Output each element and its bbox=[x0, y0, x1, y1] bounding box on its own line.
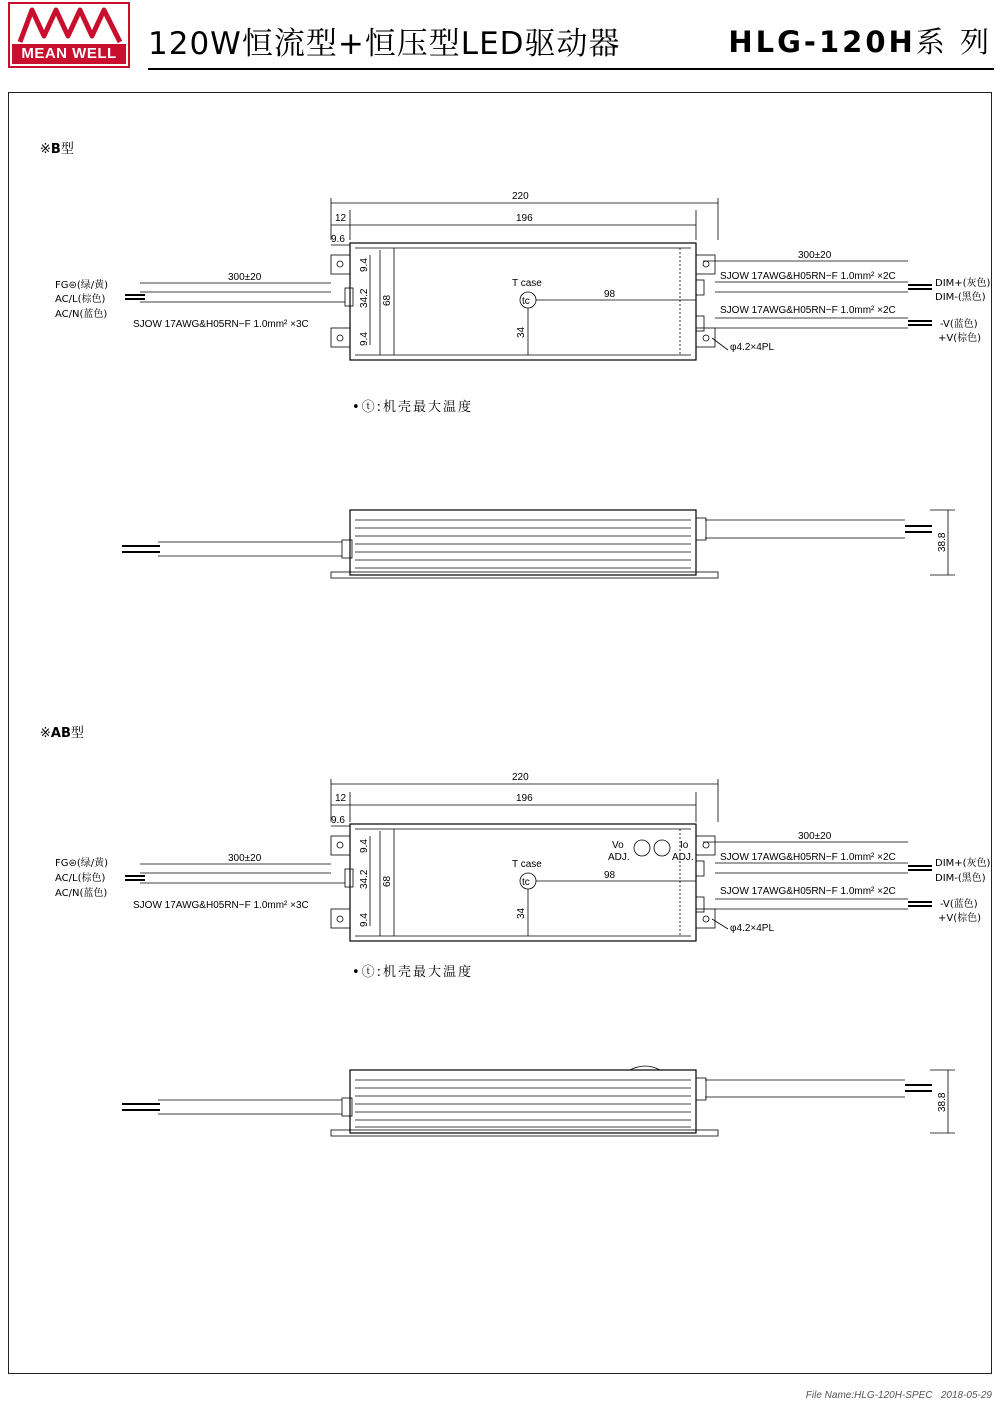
ab-dc-label-dimn: DIM-(黑色) bbox=[935, 873, 986, 884]
b-dim-tc-dist: 98 bbox=[604, 289, 616, 300]
ab-dim-overall: 220 bbox=[512, 772, 529, 783]
mw-logo-icon bbox=[16, 6, 124, 46]
section-ab-label: ※AB型 bbox=[40, 726, 84, 741]
series-model: HLG-120H bbox=[728, 25, 916, 59]
ab-dim-side-height: 38.8 bbox=[937, 1092, 948, 1112]
ab-dim-mount-span: 34.2 bbox=[359, 869, 370, 889]
ab-dim-hole-bottom: 9.4 bbox=[359, 913, 370, 927]
b-dc-cable-1: SJOW 17AWG&H05RN−F 1.0mm² ×2C bbox=[720, 271, 896, 282]
b-dim-hole-bottom: 9.4 bbox=[359, 332, 370, 346]
b-dim-hole: φ4.2×4PL bbox=[730, 342, 775, 353]
ab-dc-cable-2: SJOW 17AWG&H05RN−F 1.0mm² ×2C bbox=[720, 886, 896, 897]
ab-dim-hole-top: 9.4 bbox=[359, 839, 370, 853]
b-dc-label-dimp: DIM+(灰色) bbox=[935, 278, 991, 289]
ab-dim-mount-x: 9.6 bbox=[331, 815, 345, 826]
ab-dim-height: 68 bbox=[382, 875, 393, 887]
header-rule bbox=[148, 68, 994, 70]
ab-tcase-label: T case bbox=[512, 859, 542, 870]
b-dim-ac-len: 300±20 bbox=[228, 272, 262, 283]
ab-dim-dc-len: 300±20 bbox=[798, 831, 832, 842]
brand-text: MEAN WELL bbox=[12, 44, 126, 64]
b-dim-height: 68 bbox=[382, 294, 393, 306]
ab-tc-symbol: tc bbox=[522, 877, 530, 888]
b-dc-cable-2: SJOW 17AWG&H05RN−F 1.0mm² ×2C bbox=[720, 305, 896, 316]
ab-dim-tc-height: 34 bbox=[516, 907, 527, 919]
b-dim-edge: 12 bbox=[335, 213, 347, 224]
b-ac-label-n: AC/N(蓝色) bbox=[55, 309, 108, 320]
ab-vo-label: Vo bbox=[612, 840, 624, 851]
ab-dim-ac-len: 300±20 bbox=[228, 853, 262, 864]
ab-dc-label-dimp: DIM+(灰色) bbox=[935, 858, 991, 869]
ab-dim-hole: φ4.2×4PL bbox=[730, 923, 775, 934]
b-dim-dc-len: 300±20 bbox=[798, 250, 832, 261]
b-tc-note: •ⓣ:机壳最大温度 bbox=[352, 400, 474, 415]
series-title bbox=[728, 20, 992, 61]
b-ac-label-fg: FG⊜(绿/黄) bbox=[55, 280, 109, 291]
ab-dim-edge: 12 bbox=[335, 793, 347, 804]
section-b-label: ※B型 bbox=[40, 142, 74, 157]
ab-ac-label-fg: FG⊜(绿/黄) bbox=[55, 858, 109, 869]
ab-ac-label-l: AC/L(棕色) bbox=[55, 873, 106, 884]
ab-ac-label-n: AC/N(蓝色) bbox=[55, 888, 108, 899]
b-tcase-label: T case bbox=[512, 278, 542, 289]
b-dc-label-dimn: DIM-(黑色) bbox=[935, 292, 986, 303]
page-title: 120W恒流型+恒压型LED驱动器 bbox=[148, 26, 621, 62]
ab-dc-label-vp: +V(棕色) bbox=[938, 913, 982, 924]
b-top-view bbox=[0, 180, 1000, 370]
ab-side-view bbox=[0, 1060, 1000, 1142]
b-ac-label-l: AC/L(棕色) bbox=[55, 294, 106, 305]
ab-vo-adj: ADJ. bbox=[608, 852, 630, 863]
ab-io-adj: ADJ. bbox=[672, 852, 694, 863]
b-dc-label-vp: +V(棕色) bbox=[938, 333, 982, 344]
footer-file-name: File Name:HLG-120H-SPEC bbox=[805, 1390, 933, 1401]
b-side-view bbox=[0, 500, 1000, 590]
ab-tc-note: •ⓣ:机壳最大温度 bbox=[352, 965, 474, 980]
series-suffix: 系 列 bbox=[915, 25, 992, 59]
b-dim-side-height: 38.8 bbox=[937, 532, 948, 552]
b-tc-symbol: tc bbox=[522, 296, 530, 307]
b-dim-overall: 220 bbox=[512, 191, 529, 202]
footer-date: 2018-05-29 bbox=[940, 1390, 992, 1401]
b-ac-cable: SJOW 17AWG&H05RN−F 1.0mm² ×3C bbox=[133, 319, 309, 330]
b-dim-tc-height: 34 bbox=[516, 326, 527, 338]
ab-ac-cable: SJOW 17AWG&H05RN−F 1.0mm² ×3C bbox=[133, 900, 309, 911]
b-dim-hole-top: 9.4 bbox=[359, 258, 370, 272]
b-dim-mount-span: 34.2 bbox=[359, 288, 370, 308]
ab-dc-cable-1: SJOW 17AWG&H05RN−F 1.0mm² ×2C bbox=[720, 852, 896, 863]
ab-io-label: Io bbox=[680, 840, 689, 851]
ab-dim-body: 196 bbox=[516, 793, 533, 804]
b-dim-mount-x: 9.6 bbox=[331, 234, 345, 245]
ab-top-view bbox=[0, 765, 1000, 950]
footer bbox=[806, 1390, 992, 1401]
ab-dc-label-vn: -V(蓝色) bbox=[940, 899, 978, 910]
b-dc-label-vn: -V(蓝色) bbox=[940, 319, 978, 330]
ab-dim-tc-dist: 98 bbox=[604, 870, 616, 881]
meanwell-logo bbox=[8, 2, 130, 68]
b-dim-body: 196 bbox=[516, 213, 533, 224]
